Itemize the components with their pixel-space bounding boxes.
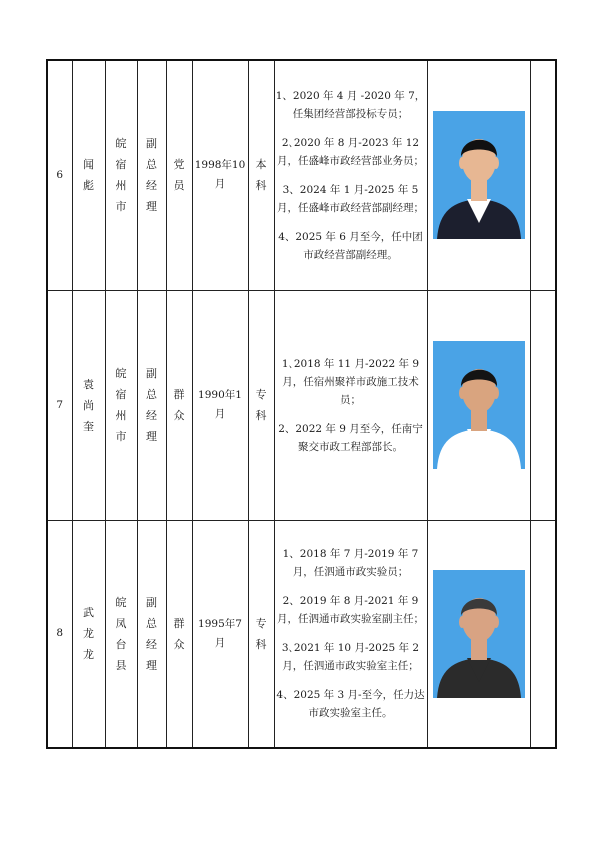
work-experience [274, 290, 427, 520]
photo-cell [427, 520, 530, 748]
personnel-table [46, 59, 557, 749]
photo-ear-right [493, 157, 499, 169]
political-status: 群众 [166, 520, 192, 748]
experience-item: 2、2022 年 9 月至今，任南宁聚交市政工程部部长。 [278, 422, 423, 453]
experience-item: 2、2019 年 8 月-2021 年 9 月，任泗通市政实验室副主任； [277, 595, 424, 626]
experience-item: 1、2018 年 7 月-2019 年 7 月，任泗通市政实验员； [282, 548, 419, 579]
political-status: 党员 [166, 60, 192, 290]
person-name: 武龙龙 [72, 520, 105, 748]
remarks-cell [530, 290, 556, 520]
experience-item: 1､2018 年 11 月-2022 年 9 月，任宿州聚祥市政施工技术员； [281, 357, 420, 406]
person-position: 副总经理 [137, 520, 166, 748]
table-row [47, 520, 556, 748]
row-number: 8 [47, 520, 72, 748]
table-body [47, 60, 556, 748]
person-name: 袁尚奎 [72, 290, 105, 520]
table-row [47, 60, 556, 290]
photo-ear-right [493, 387, 499, 399]
experience-item: 4、2025 年 6 月至今，任中团市政经营部副经理。 [278, 230, 423, 261]
person-origin: 皖宿州市 [105, 290, 137, 520]
person-origin: 皖凤台县 [105, 520, 137, 748]
birth-date: 1990年1月 [192, 290, 248, 520]
person-position: 副总经理 [137, 60, 166, 290]
experience-item: 3､2021 年 10 月-2025 年 2 月，任泗通市政实验室主任； [281, 642, 420, 673]
photo-ear-left [459, 616, 465, 628]
photo-cell [427, 290, 530, 520]
row-number: 6 [47, 60, 72, 290]
photo-ear-left [459, 157, 465, 169]
portrait-photo [433, 111, 525, 239]
person-position: 副总经理 [137, 290, 166, 520]
row-number: 7 [47, 290, 72, 520]
education-level: 专科 [248, 520, 274, 748]
work-experience [274, 60, 427, 290]
photo-cell [427, 60, 530, 290]
work-experience [274, 520, 427, 748]
portrait-photo [433, 341, 525, 469]
education-level: 专科 [248, 290, 274, 520]
table-row [47, 290, 556, 520]
photo-ear-left [459, 387, 465, 399]
person-origin: 皖宿州市 [105, 60, 137, 290]
experience-item: 2､2020 年 8 月-2023 年 12 月，任盛峰市政经营部业务员； [277, 136, 424, 167]
political-status: 群众 [166, 290, 192, 520]
birth-date: 1995年7月 [192, 520, 248, 748]
remarks-cell [530, 60, 556, 290]
portrait-photo [433, 570, 525, 698]
experience-item: 1、2020 年 4 月 -2020 年 7，任集团经营部投标专员； [275, 89, 426, 120]
person-name: 闻彪 [72, 60, 105, 290]
photo-ear-right [493, 616, 499, 628]
remarks-cell [530, 520, 556, 748]
birth-date: 1998年10月 [192, 60, 248, 290]
experience-item: 4、2025 年 3 月-至今，任力达市政实验室主任。 [276, 689, 425, 720]
education-level: 本科 [248, 60, 274, 290]
experience-item: 3、2024 年 1 月-2025 年 5 月，任盛峰市政经营部副经理； [277, 183, 424, 214]
